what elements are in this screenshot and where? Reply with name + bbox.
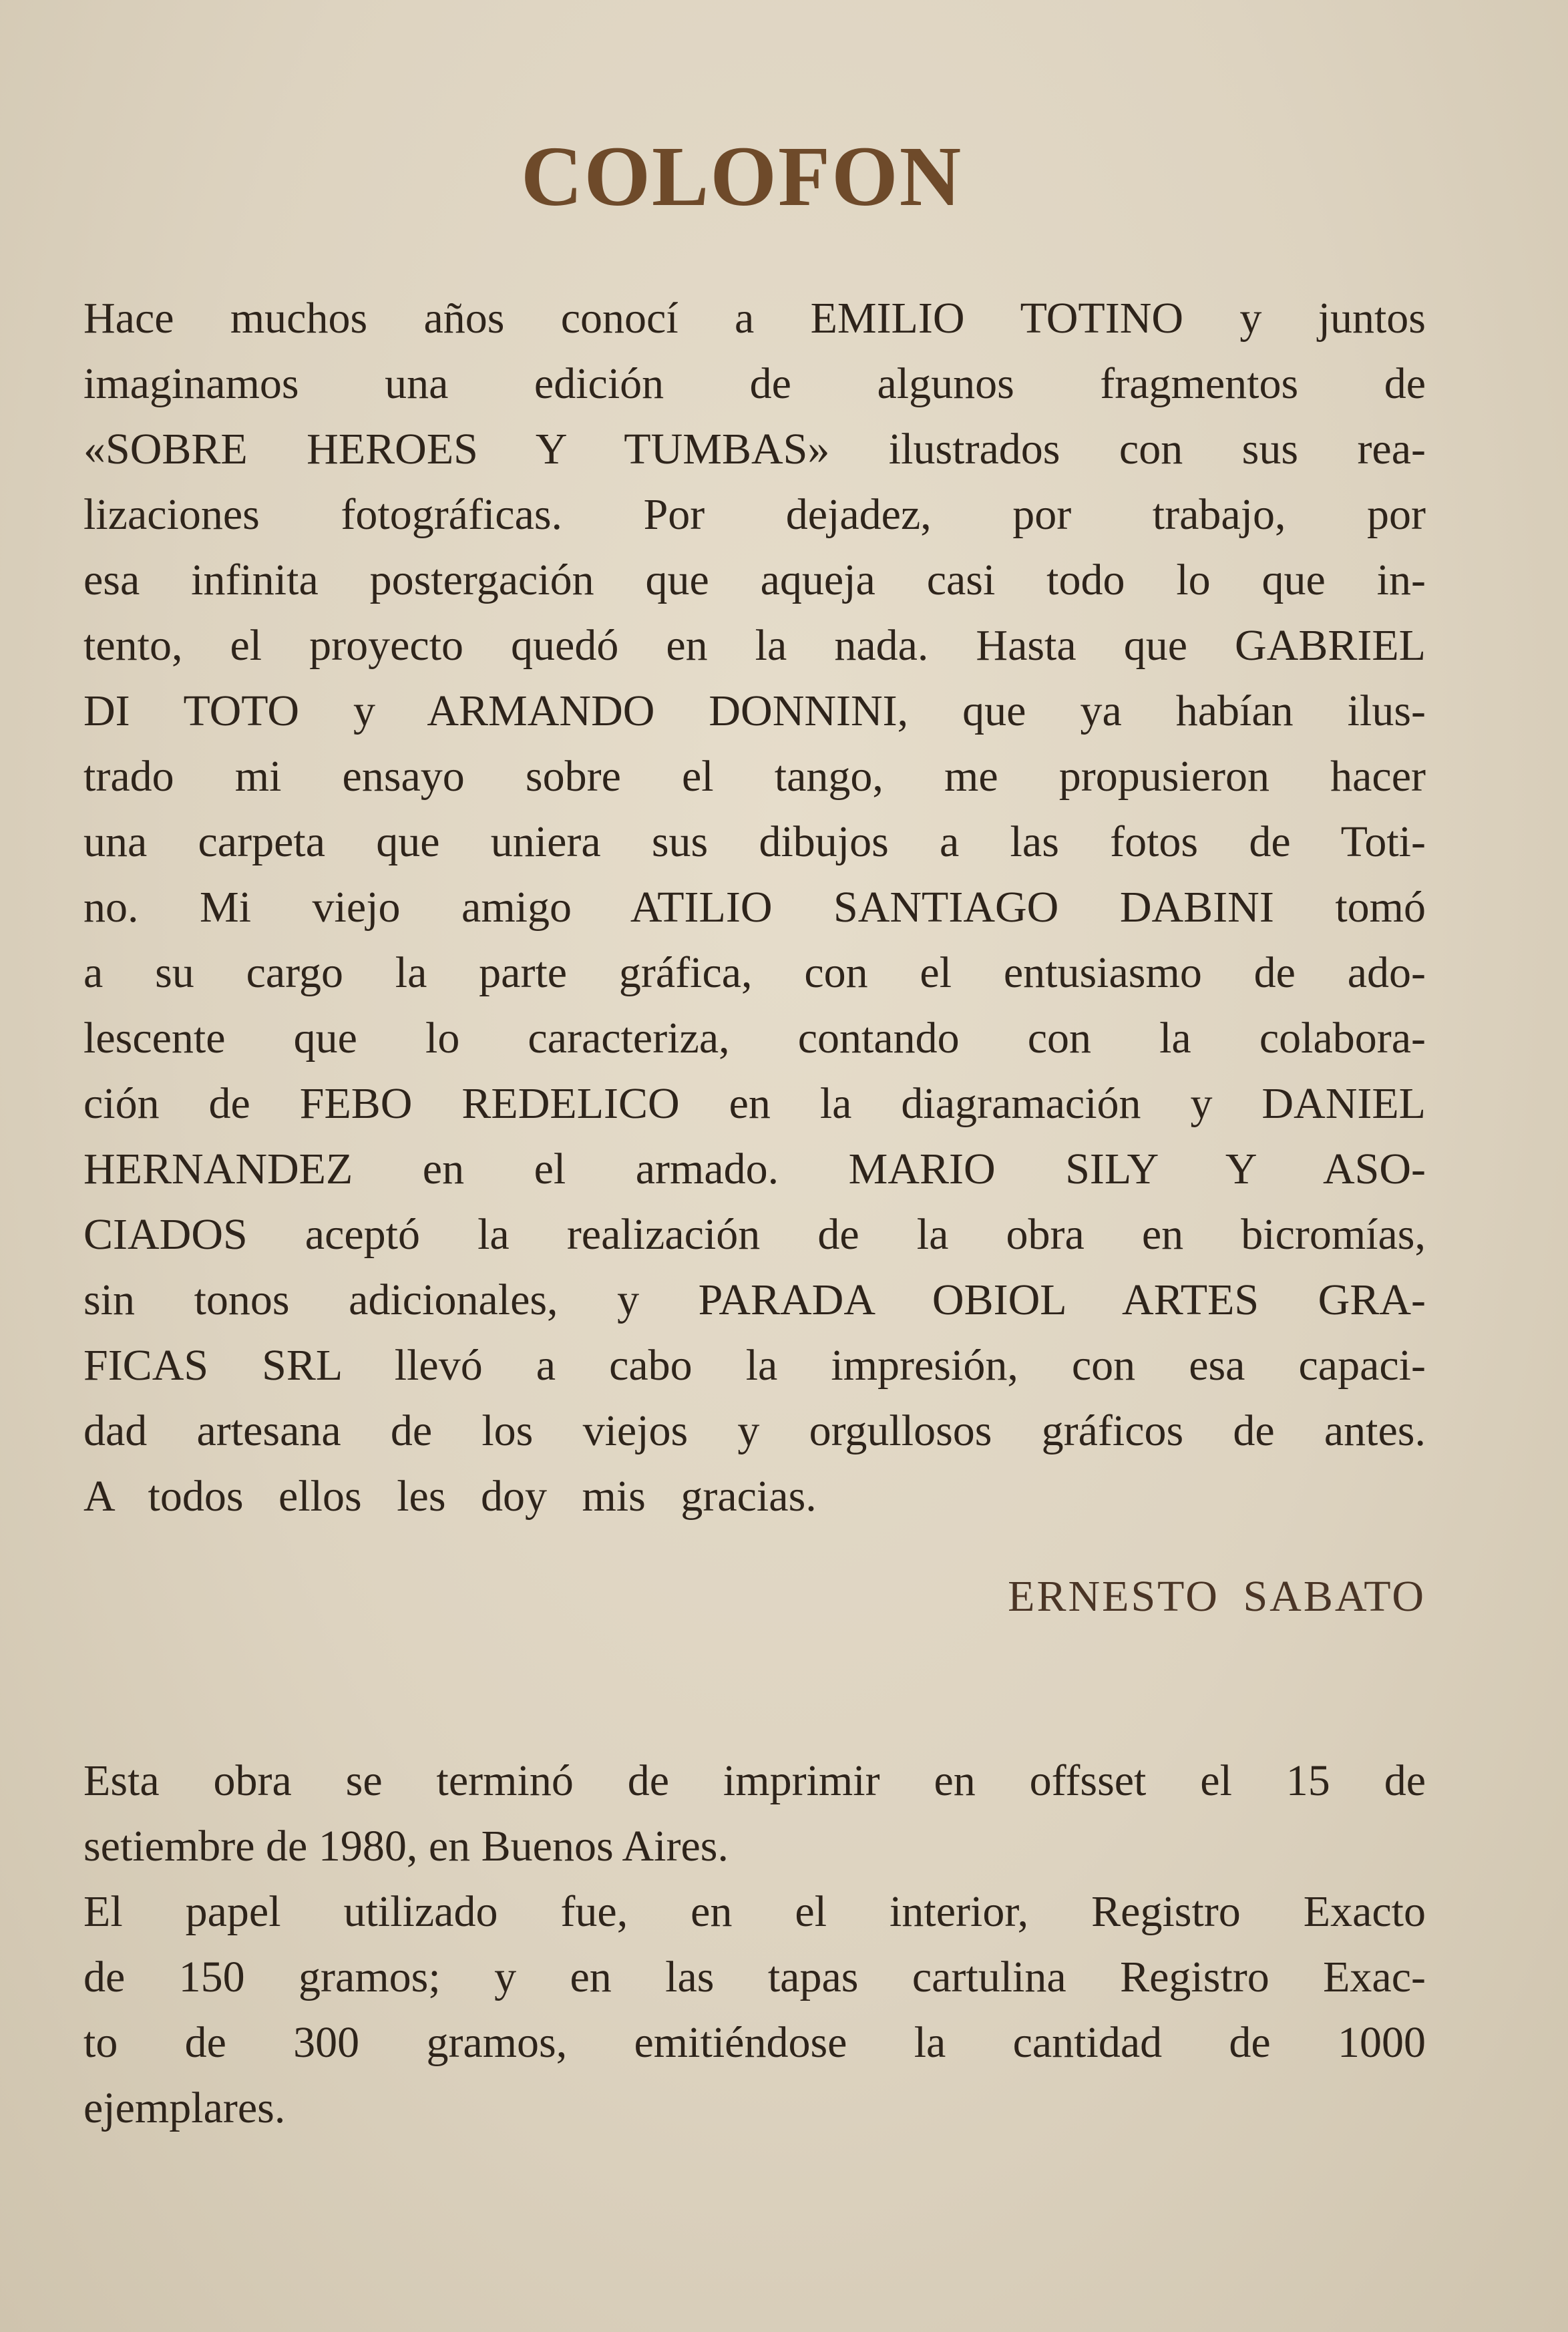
text-line: no. Mi viejo amigo ATILIO SANTIAGO DABINI tomó (83, 883, 1426, 932)
page-title: COLOFON (521, 129, 963, 224)
text-line: Hace muchos años conocí a EMILIO TOTINO y juntos (83, 294, 1426, 343)
text-line: CIADOS aceptó la realización de la obra en bicromías, (83, 1210, 1426, 1259)
text-line: HERNANDEZ en el armado. MARIO SILY Y ASO- (83, 1145, 1426, 1193)
text-line: «SOBRE HEROES Y TUMBAS» ilustrados con sus rea- (83, 425, 1426, 473)
text-line: FICAS SRL llevó a cabo la impresión, con esa capaci- (83, 1341, 1426, 1390)
text-line: trado mi ensayo sobre el tango, me propusieron hacer (83, 752, 1426, 801)
text-line: setiembre de 1980, en Buenos Aires. (83, 1822, 729, 1871)
text-line: lescente que lo caracteriza, contando con la colabora- (83, 1014, 1426, 1062)
printing-note (83, 1748, 1426, 2141)
text-line: A todos ellos les doy mis gracias. (83, 1472, 817, 1521)
colophon-text (83, 286, 1426, 1529)
text-line: lizaciones fotográficas. Por dejadez, por trabajo, por (83, 490, 1426, 539)
text-line: ejemplares. (83, 2084, 286, 2132)
text-line: tento, el proyecto quedó en la nada. Hasta que GABRIEL (83, 621, 1426, 670)
text-line: El papel utilizado fue, en el interior, Registro Exacto (83, 1887, 1426, 1936)
text-line: de 150 gramos; y en las tapas cartulina Registro Exac- (83, 1953, 1426, 2001)
text-line: esa infinita postergación que aqueja casi todo lo que in- (83, 556, 1426, 604)
text-line: a su cargo la parte gráfica, con el entusiasmo de ado- (83, 948, 1426, 997)
text-line: dad artesana de los viejos y orgullosos gráficos de antes. (83, 1406, 1426, 1455)
text-line: DI TOTO y ARMANDO DONNINI, que ya habían ilus- (83, 687, 1426, 735)
text-line: una carpeta que uniera sus dibujos a las fotos de Toti- (83, 817, 1426, 866)
text-line: ción de FEBO REDELICO en la diagramación y DANIEL (83, 1079, 1426, 1128)
text-line: sin tonos adicionales, y PARADA OBIOL ARTES GRA- (83, 1276, 1426, 1324)
text-line: Esta obra se terminó de imprimir en offsset el 15 de (83, 1756, 1426, 1805)
text-line: imaginamos una edición de algunos fragmentos de (83, 359, 1426, 408)
author-signature: ERNESTO SABATO (1008, 1572, 1426, 1621)
text-line: to de 300 gramos, emitiéndose la cantidad de 1000 (83, 2018, 1426, 2067)
